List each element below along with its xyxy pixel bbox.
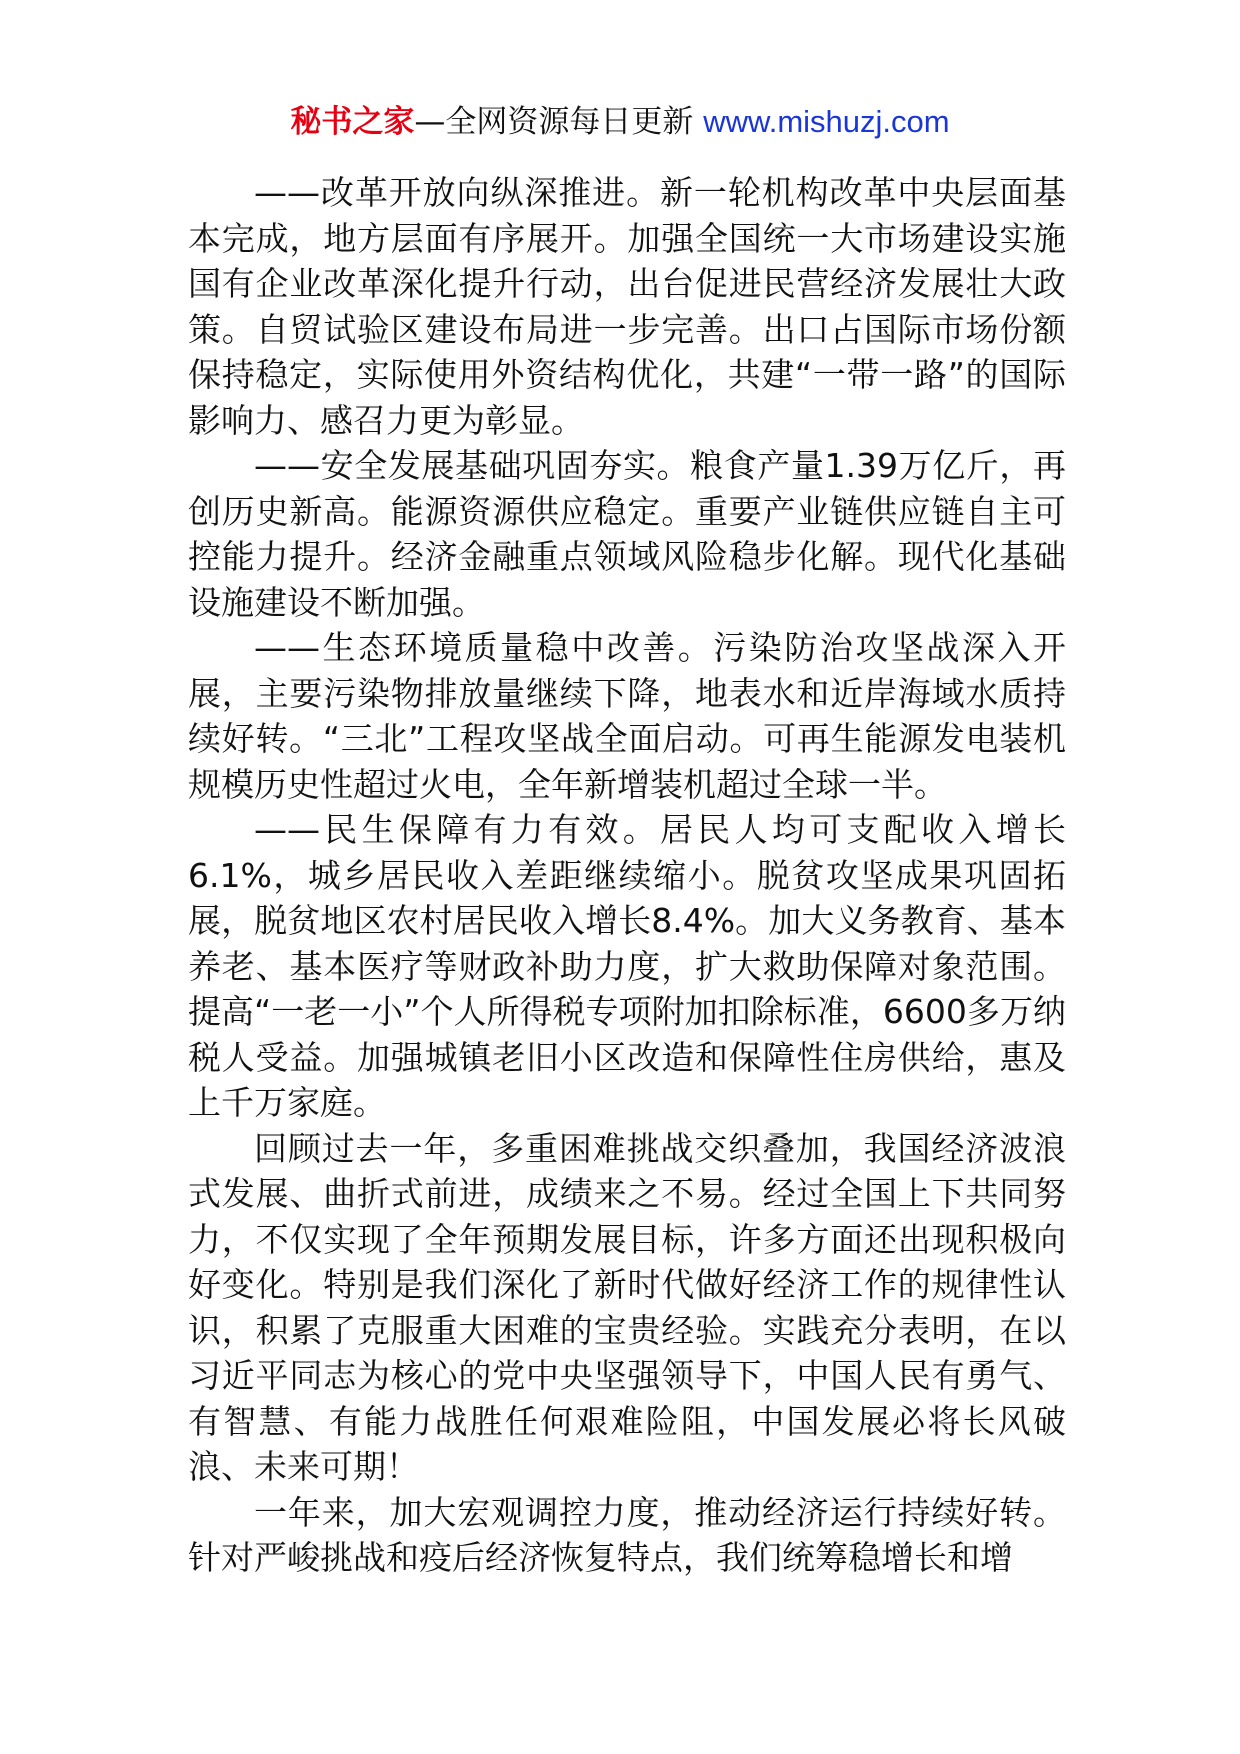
paragraph-livelihood: ——民生保障有力有效。居民人均可支配收入增长6.1%，城乡居民收入差距继续缩小。脱贫攻坚成果巩固拓展，脱贫地区农村居民收入增长8.4%。加大义务教育、基本养老、基本医疗等财政补助力度，扩大救助保障对象范围。提高“一老一小”个人所得税专项附加扣除标准，6600多万纳税人受益。加强城镇老旧小区改造和保障性住房供给，惠及上千万家庭。 (188, 810, 1066, 1122)
paragraph-macro-control: 一年来，加大宏观调控力度，推动经济运行持续好转。针对严峻挑战和疫后经济恢复特点，我们统筹稳增长和增 (188, 1492, 1066, 1577)
paragraph-reform: ——改革开放向纵深推进。新一轮机构改革中央层面基本完成，地方层面有序展开。加强全国统一大市场建设实施国有企业改革深化提升行动，出台促进民营经济发展壮大政策。自贸试验区建设布局进一步完善。出口占国际市场份额保持稳定，实际使用外资结构优化，共建“一带一路”的国际影响力、感召力更为彰显。 (188, 173, 1066, 440)
paragraph-review: 回顾过去一年，多重困难挑战交织叠加，我国经济波浪式发展、曲折式前进，成绩来之不易。经过全国上下共同努力，不仅实现了全年预期发展目标，许多方面还出现积极向好变化。特别是我们深化了新时代做好经济工作的规律性认识，积累了克服重大困难的宝贵经验。实践充分表明，在以习近平同志为核心的党中央坚强领导下，中国人民有勇气、有智慧、有能力战胜任何艰难险阻，中国发展必将长风破浪、未来可期！ (188, 1128, 1066, 1486)
site-header (0, 100, 1240, 144)
paragraph-ecology: ——生态环境质量稳中改善。污染防治攻坚战深入开展，主要污染物排放量继续下降，地表水和近岸海域水质持续好转。“三北”工程攻坚战全面启动。可再生能源发电装机规模历史性超过火电，全年新增装机超过全球一半。 (188, 628, 1066, 804)
document-body (188, 170, 1066, 1581)
paragraph-security: ——安全发展基础巩固夯实。粮食产量1.39万亿斤，再创历史新高。能源资源供应稳定。重要产业链供应链自主可控能力提升。经济金融重点领域风险稳步化解。现代化基础设施建设不断加强。 (188, 446, 1066, 622)
site-url-link[interactable]: www.mishuzj.com (703, 104, 950, 139)
site-tagline: —全网资源每日更新 (414, 104, 704, 140)
site-brand: 秘书之家 (290, 104, 415, 140)
